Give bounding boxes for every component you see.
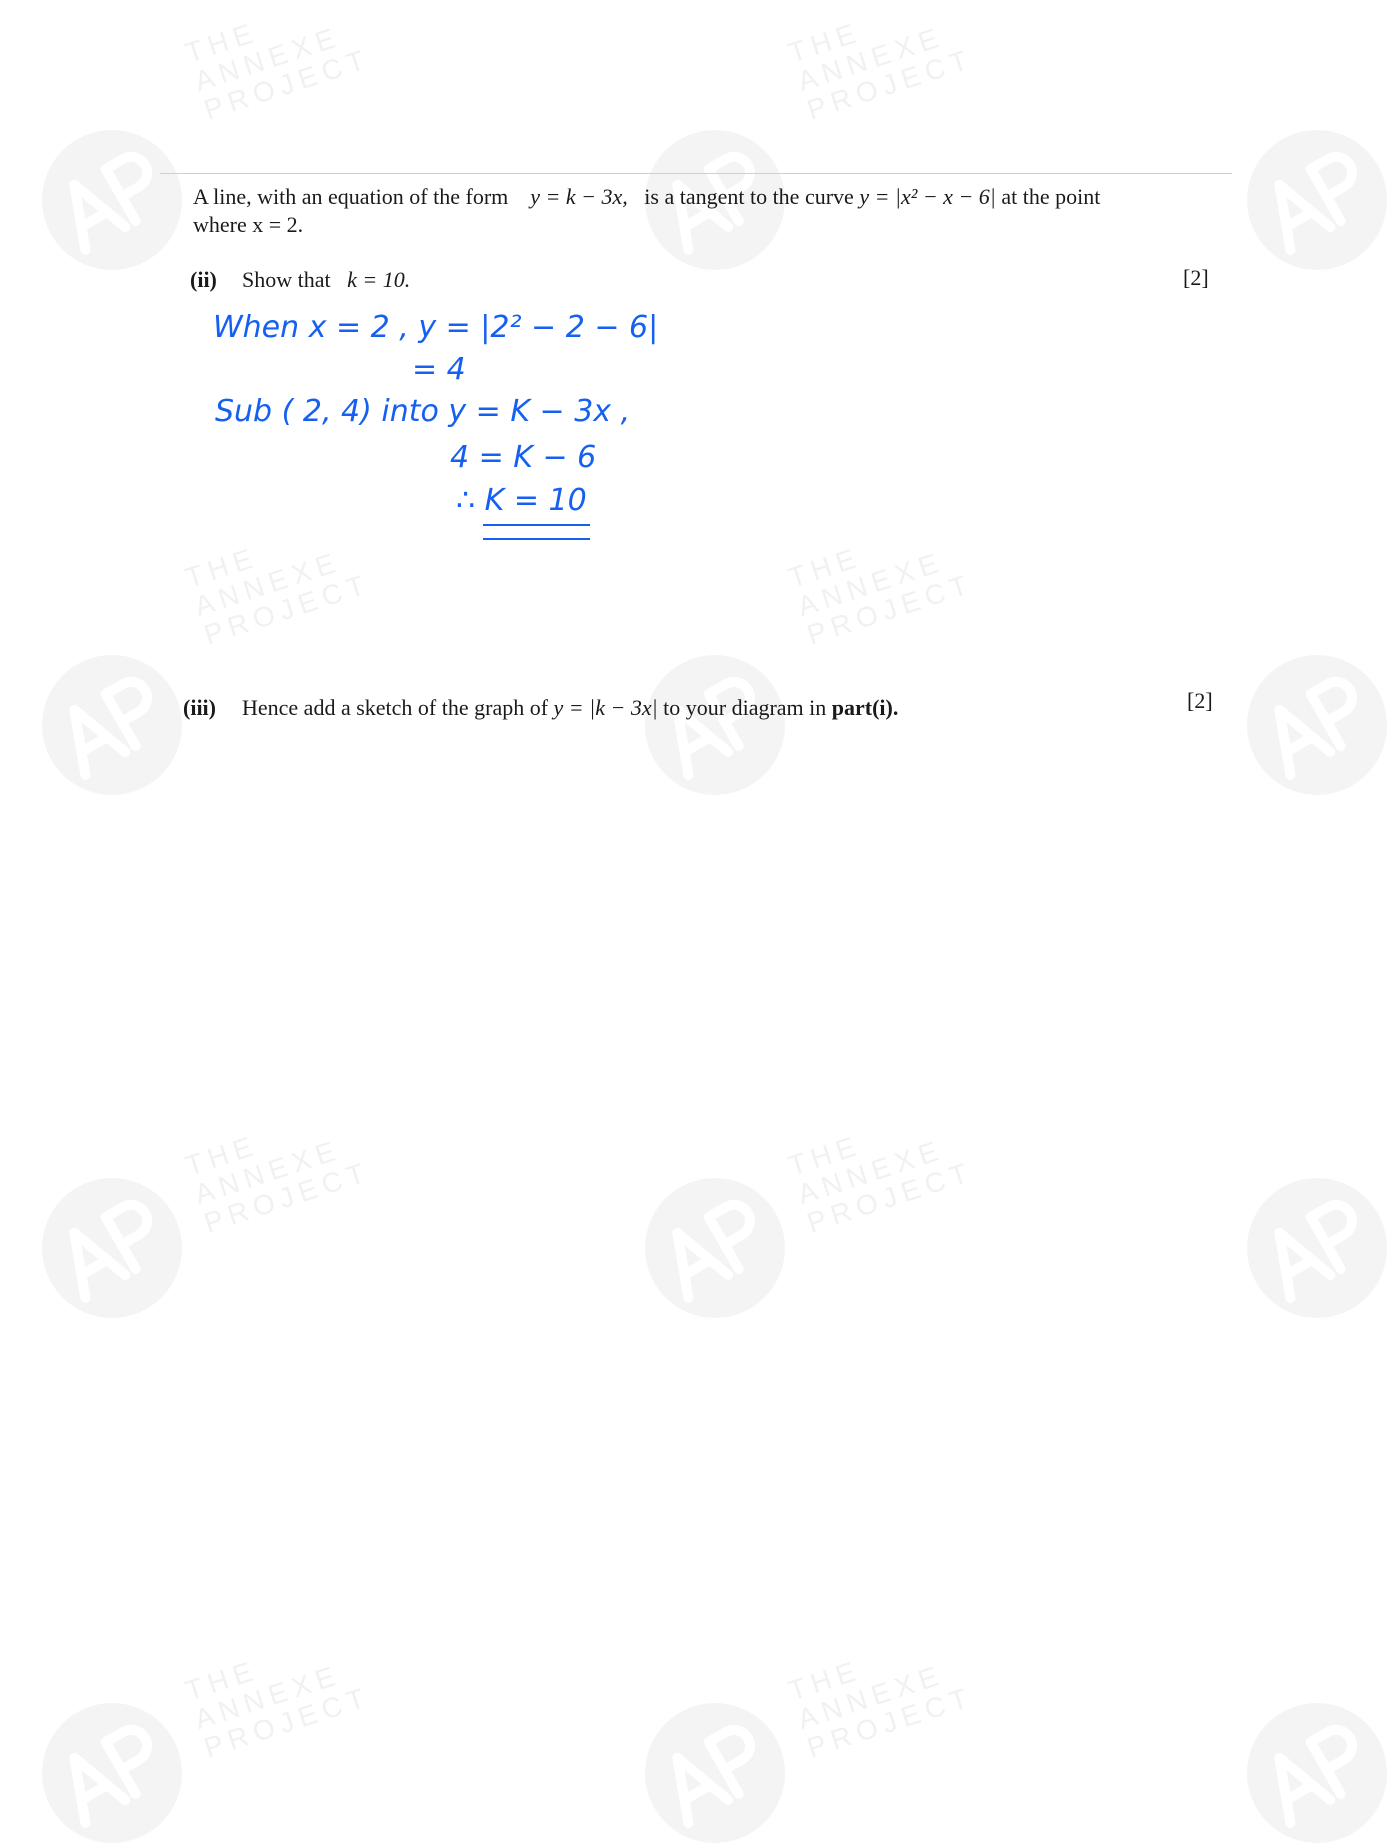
part-iii-prompt [242,695,898,721]
part-iii-text: Hence add a sketch of the graph of [242,695,549,720]
part-ii-prompt [242,267,410,293]
watermark-text: THE ANNEXE PROJECT [181,1129,375,1239]
part-iii-reference: part(i). [831,695,899,720]
question-stem-line2: where x = 2. [193,212,304,237]
watermark-logo [42,655,182,795]
watermark-text: THE ANNEXE PROJECT [181,1654,375,1764]
part-iii-label: (iii) [183,695,216,720]
answer-underline-2 [483,538,590,540]
watermark-logo [1247,655,1387,795]
stem-equation-line: y = k − 3x, [530,184,628,209]
part-iii-equation: y = |k − 3x| [553,695,658,720]
header-rule [160,173,1232,174]
working-line-4: 4 = K − 6 [450,440,597,475]
working-line-3: Sub ( 2, 4) into y = K − 3x , [215,394,631,429]
watermark-logo [1247,1178,1387,1318]
watermark-text: THE ANNEXE PROJECT [784,541,978,651]
part-ii-text: Show that [242,267,331,292]
stem-text-3: at the point [1001,184,1101,209]
part-iii-text-2: to your diagram in [663,695,827,720]
working-line-1: When x = 2 , y = |2² − 2 − 6| [213,310,659,345]
watermark-text: THE ANNEXE PROJECT [784,16,978,126]
stem-text-2: is a tangent to the curve [644,184,854,209]
stem-equation-curve: y = |x² − x − 6| [859,184,996,209]
watermark-logo [645,1703,785,1843]
watermark-logo [645,655,785,795]
watermark-logo [42,130,182,270]
working-line-5: ∴ K = 10 [456,483,587,518]
part-ii-marks: [2] [1183,265,1209,290]
part-ii-label: (ii) [190,267,217,292]
answer-underline-1 [483,524,590,526]
watermark-text: THE ANNEXE PROJECT [784,1129,978,1239]
watermark-logo [42,1178,182,1318]
watermark-text: THE ANNEXE PROJECT [181,16,375,126]
watermark-logo [645,1178,785,1318]
watermark-logo [42,1703,182,1843]
watermark-logo [1247,1703,1387,1843]
question-stem-line1 [193,184,1100,210]
part-iii-marks: [2] [1187,688,1213,713]
watermark-logo [1247,130,1387,270]
working-line-2: = 4 [412,352,466,387]
part-ii-equation: k = 10. [347,267,411,292]
watermark-text: THE ANNEXE PROJECT [181,541,375,651]
stem-text: A line, with an equation of the form [193,184,509,209]
watermark-text: THE ANNEXE PROJECT [784,1654,978,1764]
